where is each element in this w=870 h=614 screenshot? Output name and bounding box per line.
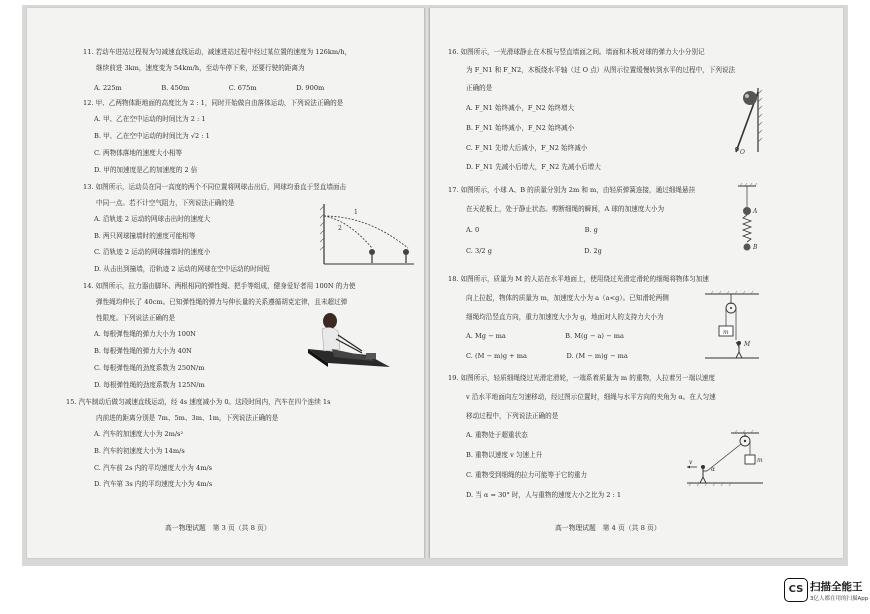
q19-stem-line-3: 移动过程中，下列说法正确的是: [466, 412, 559, 420]
q13-trajectory-1-label: 1: [354, 209, 358, 216]
q19-option-a: A. 重物处于超重状态: [466, 431, 528, 439]
q15-option-a: A. 汽车的加速度大小为 2m/s²: [94, 430, 184, 438]
camscanner-logo: CS: [784, 578, 808, 602]
q14-stem-line-1: 14. 如图所示，拉力器由脚环、两根相同的弹性绳、把手等组成，健身爱好者用 100N 的力使: [83, 282, 356, 290]
q12-option-a: A. 甲、乙在空中运动的时间比为 2 : 1: [94, 115, 206, 123]
q15-option-d: D. 汽车第 3s 内的平均速度大小为 4m/s: [94, 480, 213, 488]
q18-stem-line-2: 向上拉起，物体的质量为 m，加速度大小为 a（a<g）。已知滑轮两侧: [466, 294, 669, 302]
q11-stem-line-1: 11. 若动车进站过程视为匀减速直线运动，减速进站过程中经过某位置的速度为 126km/h，: [83, 48, 352, 56]
q12-stem: 12. 甲、乙两物体距地面的高度比为 2 : 1，同时开始做自由落体运动，下列说法正确的是: [83, 99, 344, 107]
q16-stem-line-1: 16. 如图所示，一光滑球静止在木板与竖直墙面之间。墙面和木板对球的弹力大小分别记: [448, 48, 705, 56]
q18-options-cd: C. (M − m)g + ma D. (M − m)g − ma: [466, 352, 628, 360]
q16-pivot-label: O: [740, 149, 745, 156]
q13-option-d: D. 从击出到撞墙，沿轨迹 2 运动的网球在空中运动的时间短: [94, 265, 270, 273]
q13-stem-line-1: 13. 如图所示，运动员在同一高度的两个不同位置将网球击出后，网球均垂直于竖直墙面击: [83, 183, 347, 191]
q18-pulley-figure: [703, 290, 763, 362]
q16-option-c: C. F_N1 先增大后减小，F_N2 始终减小: [466, 144, 588, 152]
q19-block-label: m: [757, 457, 763, 464]
q13-trajectory-2-label: 2: [338, 225, 342, 232]
right-page-footer: 高一物理试题 第 4 页（共 8 页）: [555, 524, 661, 532]
q12-option-c: C. 两物体落地的速度大小相等: [94, 149, 183, 157]
q14-option-b: B. 每根弹性绳的弹力大小为 40N: [94, 347, 192, 355]
q11-stem-line-2: 继续前进 3km，速度变为 54km/h，至动车停下来，还要行驶的距离为: [96, 64, 305, 72]
q16-option-d: D. F_N1 先减小后增大，F_N2 先减小后增大: [466, 163, 601, 171]
left-page-footer: 高一物理试题 第 3 页（共 8 页）: [165, 524, 271, 532]
watermark-subtitle: 3亿人都在用的扫描App: [810, 596, 869, 602]
q17-ball-a-label: A: [753, 208, 758, 215]
q15-option-c: C. 汽车前 2s 内的平均速度大小为 4m/s: [94, 464, 213, 472]
q19-velocity-label: v: [689, 459, 693, 466]
q17-options-cd: C. 3/2 g D. 2g: [466, 247, 602, 255]
q16-option-a: A. F_N1 始终减小，F_N2 始终增大: [466, 104, 575, 112]
q18-person-label: M: [744, 341, 751, 348]
q13-option-a: A. 沿轨迹 2 运动的网球击出时的速度大: [94, 215, 211, 223]
q17-stem-line-2: 在天花板上，处于静止状态。剪断细绳的瞬间，A 球的加速度大小为: [466, 205, 665, 213]
q14-option-d: D. 每根弹性绳的劲度系数为 125N/m: [94, 381, 205, 389]
q15-stem-line-2: 内前进的距离分别是 7m、5m、3m、1m，下列说法正确的是: [96, 414, 279, 422]
q15-option-b: B. 汽车的初速度大小为 14m/s: [94, 447, 185, 455]
q16-stem-line-2: 为 F_N1 和 F_N2，木板绕水平轴（过 O 点）从图示位置缓慢转到水平的过程中，下列说法: [466, 66, 736, 74]
q19-rope-pulley-figure: [683, 427, 769, 491]
q11-options: A. 225m B. 450m C. 675m D. 900m: [94, 84, 325, 92]
q14-fitness-photo: [300, 305, 392, 377]
q19-option-b: B. 重物以速度 v 匀速上升: [466, 451, 543, 459]
watermark-title: 扫描全能王: [810, 581, 863, 593]
q12-option-b: B. 甲、乙在空中运动的时间比为 √2 : 1: [94, 132, 210, 140]
q18-stem-line-1: 18. 如图所示，质量为 M 的人站在水平地面上，使用绕过光滑定滑轮的细绳将物体匀加速: [448, 275, 709, 283]
q18-block-label: m: [723, 329, 729, 336]
q19-stem-line-2: v 沿水平地面向左匀速移动，经过图示位置时，细绳与水平方向的夹角为 α。在人匀速: [466, 393, 716, 401]
q14-stem-line-2: 弹性绳均伸长了 40cm。已知弹性绳的弹力与伸长量的关系遵循胡克定律，且未超过弹: [96, 298, 348, 306]
q18-stem-line-3: 细绳均沿竖直方向，重力加速度大小为 g，地面对人的支持力大小为: [466, 313, 664, 321]
q17-options-ab: A. 0 B. g: [466, 226, 598, 234]
q17-ball-b-label: B: [753, 244, 758, 251]
q19-stem-line-1: 19. 如图所示，轻质细绳绕过光滑定滑轮，一端系着质量为 m 的重物，人拉着另一端以速度: [448, 374, 715, 382]
q16-ball-board-figure: [728, 86, 768, 156]
q13-option-b: B. 两只网球撞墙时的速度可能相等: [94, 232, 196, 240]
q18-options-ab: A. Mg − ma B. M(g − a) − ma: [466, 332, 624, 340]
q14-option-a: A. 每根弹性绳的弹力大小为 100N: [94, 330, 196, 338]
q13-trajectory-figure: [318, 200, 418, 270]
q13-stem-line-2: 中同一点。若不计空气阻力，下列说法正确的是: [96, 199, 235, 207]
q19-angle-label: α: [711, 466, 716, 473]
q16-option-b: B. F_N1 始终减小，F_N2 始终减小: [466, 124, 575, 132]
q19-option-c: C. 重物受到细绳的拉力可能等于它的重力: [466, 471, 588, 479]
q14-option-c: C. 每根弹性绳的劲度系数为 250N/m: [94, 364, 205, 372]
q17-stem-line-1: 17. 如图所示，小球 A、B 的质量分别为 2m 和 m，由轻质弹簧连接，通过细绳悬挂: [448, 186, 696, 194]
q17-spring-balls-figure: [734, 183, 764, 255]
q14-stem-line-3: 性限度。下列说法正确的是: [96, 314, 176, 322]
q16-stem-line-3: 正确的是: [466, 84, 493, 92]
q15-stem-line-1: 15. 汽车制动后做匀减速直线运动，经 4s 速度减小为 0。这段时间内，汽车在四个连续 1s: [66, 398, 331, 406]
q12-option-d: D. 甲的加速度是乙的加速度的 2 倍: [94, 166, 198, 174]
q19-option-d: D. 当 α = 30° 时，人与重物的速度大小之比为 2 : 1: [466, 491, 622, 499]
q13-option-c: C. 沿轨迹 2 运动的网球撞墙时的速度小: [94, 248, 211, 256]
